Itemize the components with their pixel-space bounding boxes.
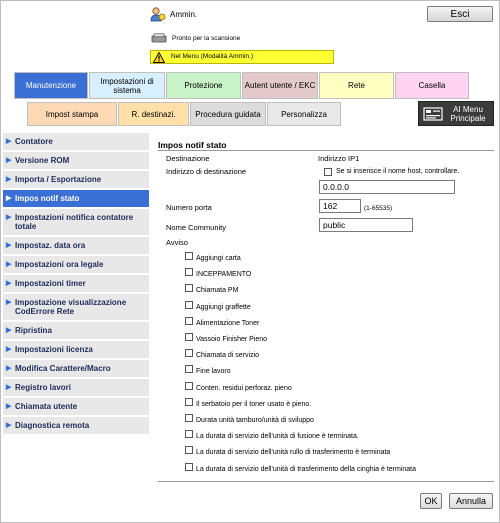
arrow-right-icon: ▶	[6, 157, 12, 164]
notice-checkbox-label: La durata di servizio dell'unità di trasferimento della cinghia è terminata	[196, 466, 417, 473]
sidebar-item[interactable]	[3, 133, 149, 152]
notice-checkbox-label: La durata di servizio dell'unità di fusione è terminata.	[196, 433, 359, 440]
port-label: Numero porta	[166, 203, 212, 212]
port-range-hint: (1-65535)	[364, 205, 393, 212]
ai-menu-principale-button[interactable]	[418, 101, 494, 126]
notice-checkbox[interactable]	[185, 301, 193, 309]
arrow-right-icon: ▶	[6, 422, 12, 429]
tab-impost-stampa[interactable]: Impost stampa	[27, 102, 117, 126]
arrow-right-icon: ▶	[6, 261, 12, 268]
arrow-right-icon: ▶	[6, 403, 12, 410]
notice-checkbox-label: Aggiungi graffette	[196, 304, 251, 311]
logout-button[interactable]: Esci	[427, 6, 493, 22]
sidebar-item[interactable]	[3, 417, 149, 436]
hostname-checkbox-label: Se si inserisce il nome host, controllare.	[336, 168, 460, 175]
sidebar-item-label: Registro lavori	[15, 383, 72, 392]
notice-checkbox[interactable]	[185, 414, 193, 422]
notice-checkbox[interactable]	[185, 284, 193, 292]
sidebar-item[interactable]	[3, 360, 149, 379]
scanner-icon	[151, 33, 167, 43]
admin-user-icon	[150, 6, 166, 22]
hostname-checkbox[interactable]	[324, 168, 332, 176]
sidebar-item[interactable]	[3, 322, 149, 341]
destination-value: Indirizzo IP1	[318, 154, 360, 163]
sidebar-item-label: Impostazioni licenza	[15, 345, 93, 354]
notice-checkbox[interactable]	[185, 365, 193, 373]
notice-checkbox[interactable]	[185, 446, 193, 454]
sidebar-item[interactable]	[3, 275, 149, 294]
notice-checkbox[interactable]	[185, 333, 193, 341]
arrow-right-icon: ▶	[6, 327, 12, 334]
sidebar-item-label: Chiamata utente	[15, 402, 78, 411]
sidebar-item-label: Importa / Esportazione	[15, 175, 102, 184]
sidebar-item[interactable]	[3, 379, 149, 398]
warning-icon	[153, 52, 165, 63]
sidebar-item[interactable]	[3, 294, 149, 322]
user-label: Ammin.	[170, 10, 198, 19]
sidebar-item-label: Impostazioni timer	[15, 279, 86, 288]
ok-button[interactable]: OK	[420, 493, 442, 509]
title-divider	[158, 150, 494, 151]
notice-checkbox[interactable]	[185, 398, 193, 406]
sidebar-item[interactable]	[3, 256, 149, 275]
notice-label: Avviso	[166, 238, 188, 247]
sidebar-item[interactable]	[3, 171, 149, 190]
dest-address-label: Indirizzo di destinazione	[166, 167, 247, 176]
tab-personalizza[interactable]: Personalizza	[267, 102, 341, 126]
destination-label: Destinazione	[166, 154, 210, 163]
sidebar-item-label: Ripristina	[15, 326, 52, 335]
notice-checkbox-label: Aggiungi carta	[196, 255, 241, 262]
arrow-right-icon: ▶	[6, 384, 12, 391]
notice-checkbox[interactable]	[185, 382, 193, 390]
sidebar-item[interactable]	[3, 190, 149, 209]
sidebar-item-label: Impostazioni ora legale	[15, 260, 104, 269]
arrow-right-icon: ▶	[6, 280, 12, 287]
arrow-right-icon: ▶	[6, 365, 12, 372]
sidebar-item-label: Impos notif stato	[15, 194, 80, 203]
notice-checkbox[interactable]	[185, 268, 193, 276]
notice-checkbox-label: INCEPPAMENTO	[196, 271, 252, 278]
notice-checkbox-label: Vassoio Finisher Pieno	[196, 336, 268, 343]
notice-checkbox[interactable]	[185, 349, 193, 357]
notice-checkbox-label: Il serbatoio per il toner usato è pieno.	[196, 401, 312, 408]
community-label: Nome Community	[166, 223, 227, 232]
tab-manutenzione[interactable]: Manutenzione	[14, 72, 88, 99]
cancel-button[interactable]: Annulla	[449, 493, 493, 509]
sidebar-item[interactable]	[3, 237, 149, 256]
tab-autent-utente[interactable]: Autent utente / EKC	[242, 72, 318, 99]
sidebar-item[interactable]	[3, 209, 149, 237]
ip-address-input[interactable]: 0.0.0.0	[319, 180, 455, 194]
arrow-right-icon: ▶	[6, 346, 12, 353]
sidebar-item-label: Versione ROM	[15, 156, 70, 165]
community-input[interactable]: public	[319, 218, 413, 232]
tab-impostazioni-sistema[interactable]: Impostazioni di sistema	[89, 72, 165, 99]
tab-casella[interactable]: Casella	[395, 72, 469, 99]
sidebar-item-label: Impostazioni notifica contatore totale	[15, 213, 134, 231]
notice-checkbox[interactable]	[185, 317, 193, 325]
arrow-right-icon: ▶	[6, 195, 12, 202]
warning-text: Nel Menu (Modalità Ammin.)	[171, 53, 253, 60]
sidebar-item-label: Impostazione visualizzazione CodErrore Rete	[15, 298, 127, 316]
sidebar-item-label: Modifica Carattere/Macro	[15, 364, 111, 373]
notice-checkbox-label: La durata di servizio dell'unità rullo di trasferimento è terminata	[196, 449, 391, 456]
tab-rete[interactable]: Rete	[319, 72, 394, 99]
port-input[interactable]: 162	[319, 199, 361, 213]
arrow-right-icon: ▶	[6, 214, 12, 221]
page-title: Impos notif stato	[158, 140, 227, 150]
notice-checkbox[interactable]	[185, 463, 193, 471]
sidebar-item[interactable]	[3, 152, 149, 171]
sidebar-item[interactable]	[3, 341, 149, 360]
notice-checkbox-label: Conten. residui perforaz. pieno	[196, 385, 292, 392]
arrow-right-icon: ▶	[6, 299, 12, 306]
sidebar-item-label: Contatore	[15, 137, 53, 146]
sidebar	[3, 133, 149, 436]
ai-menu-label: AI Menu Principale	[450, 104, 486, 123]
sidebar-item[interactable]	[3, 398, 149, 417]
bottom-divider	[158, 481, 494, 482]
notice-checkbox-label: Fine lavoro	[196, 368, 231, 375]
notice-checkbox-label: Alimentazione Toner	[196, 320, 260, 327]
notice-checkbox[interactable]	[185, 252, 193, 260]
arrow-right-icon: ▶	[6, 176, 12, 183]
main-menu-icon	[423, 107, 443, 121]
sidebar-item-label: Diagnostica remota	[15, 421, 90, 430]
scan-status-text: Pronto per la scansione	[172, 35, 241, 42]
tab-protezione[interactable]: Protezione	[166, 72, 241, 99]
notice-checkbox-label: Durata unità tamburo/unità di sviluppo	[196, 417, 314, 424]
arrow-right-icon: ▶	[6, 242, 12, 249]
admin-mode-warning	[150, 50, 334, 64]
arrow-right-icon: ▶	[6, 138, 12, 145]
tab-procedura-guidata[interactable]: Procedura guidata	[190, 102, 266, 126]
notice-checkbox[interactable]	[185, 430, 193, 438]
notice-checkbox-label: Chiamata PM	[196, 287, 239, 294]
notice-checkbox-label: Chiamata di servizio	[196, 352, 260, 359]
sidebar-item-label: Impostaz. data ora	[15, 241, 86, 250]
tab-r-destinazi[interactable]: R. destinazi.	[118, 102, 189, 126]
